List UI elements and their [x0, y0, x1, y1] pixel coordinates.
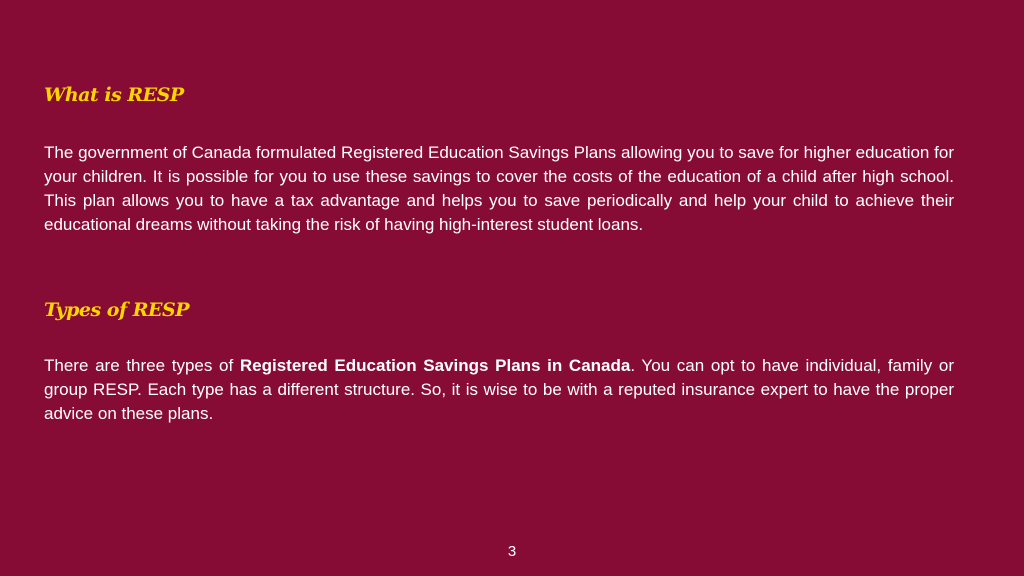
section-heading-types-of-resp: Types of RESP	[44, 299, 190, 321]
body-text-rest: . You can opt to have individual, family or group RESP. Each type has a different structure. So, it is wise to be with a reputed insurance expert to have the proper advice on these plans.	[44, 356, 954, 423]
body-text-bold-link: Registered Education Savings Plans in Canada	[239, 356, 631, 375]
section-heading-what-is-resp: What is RESP	[44, 84, 184, 106]
body-text-intro: There are three types of	[44, 356, 240, 375]
section-body-what-is-resp: The government of Canada formulated Registered Education Savings Plans allowing you to save for higher education for your children. It is possible for you to use these savings to cover the costs of the education of a child after high school. This plan allows you to have a tax advantage and helps you to save periodically and help your child to achieve their educational dreams without taking the risk of having high-interest student loans.	[44, 143, 954, 234]
page-number: 3	[507, 543, 517, 560]
section-body-types-of-resp	[44, 354, 954, 426]
